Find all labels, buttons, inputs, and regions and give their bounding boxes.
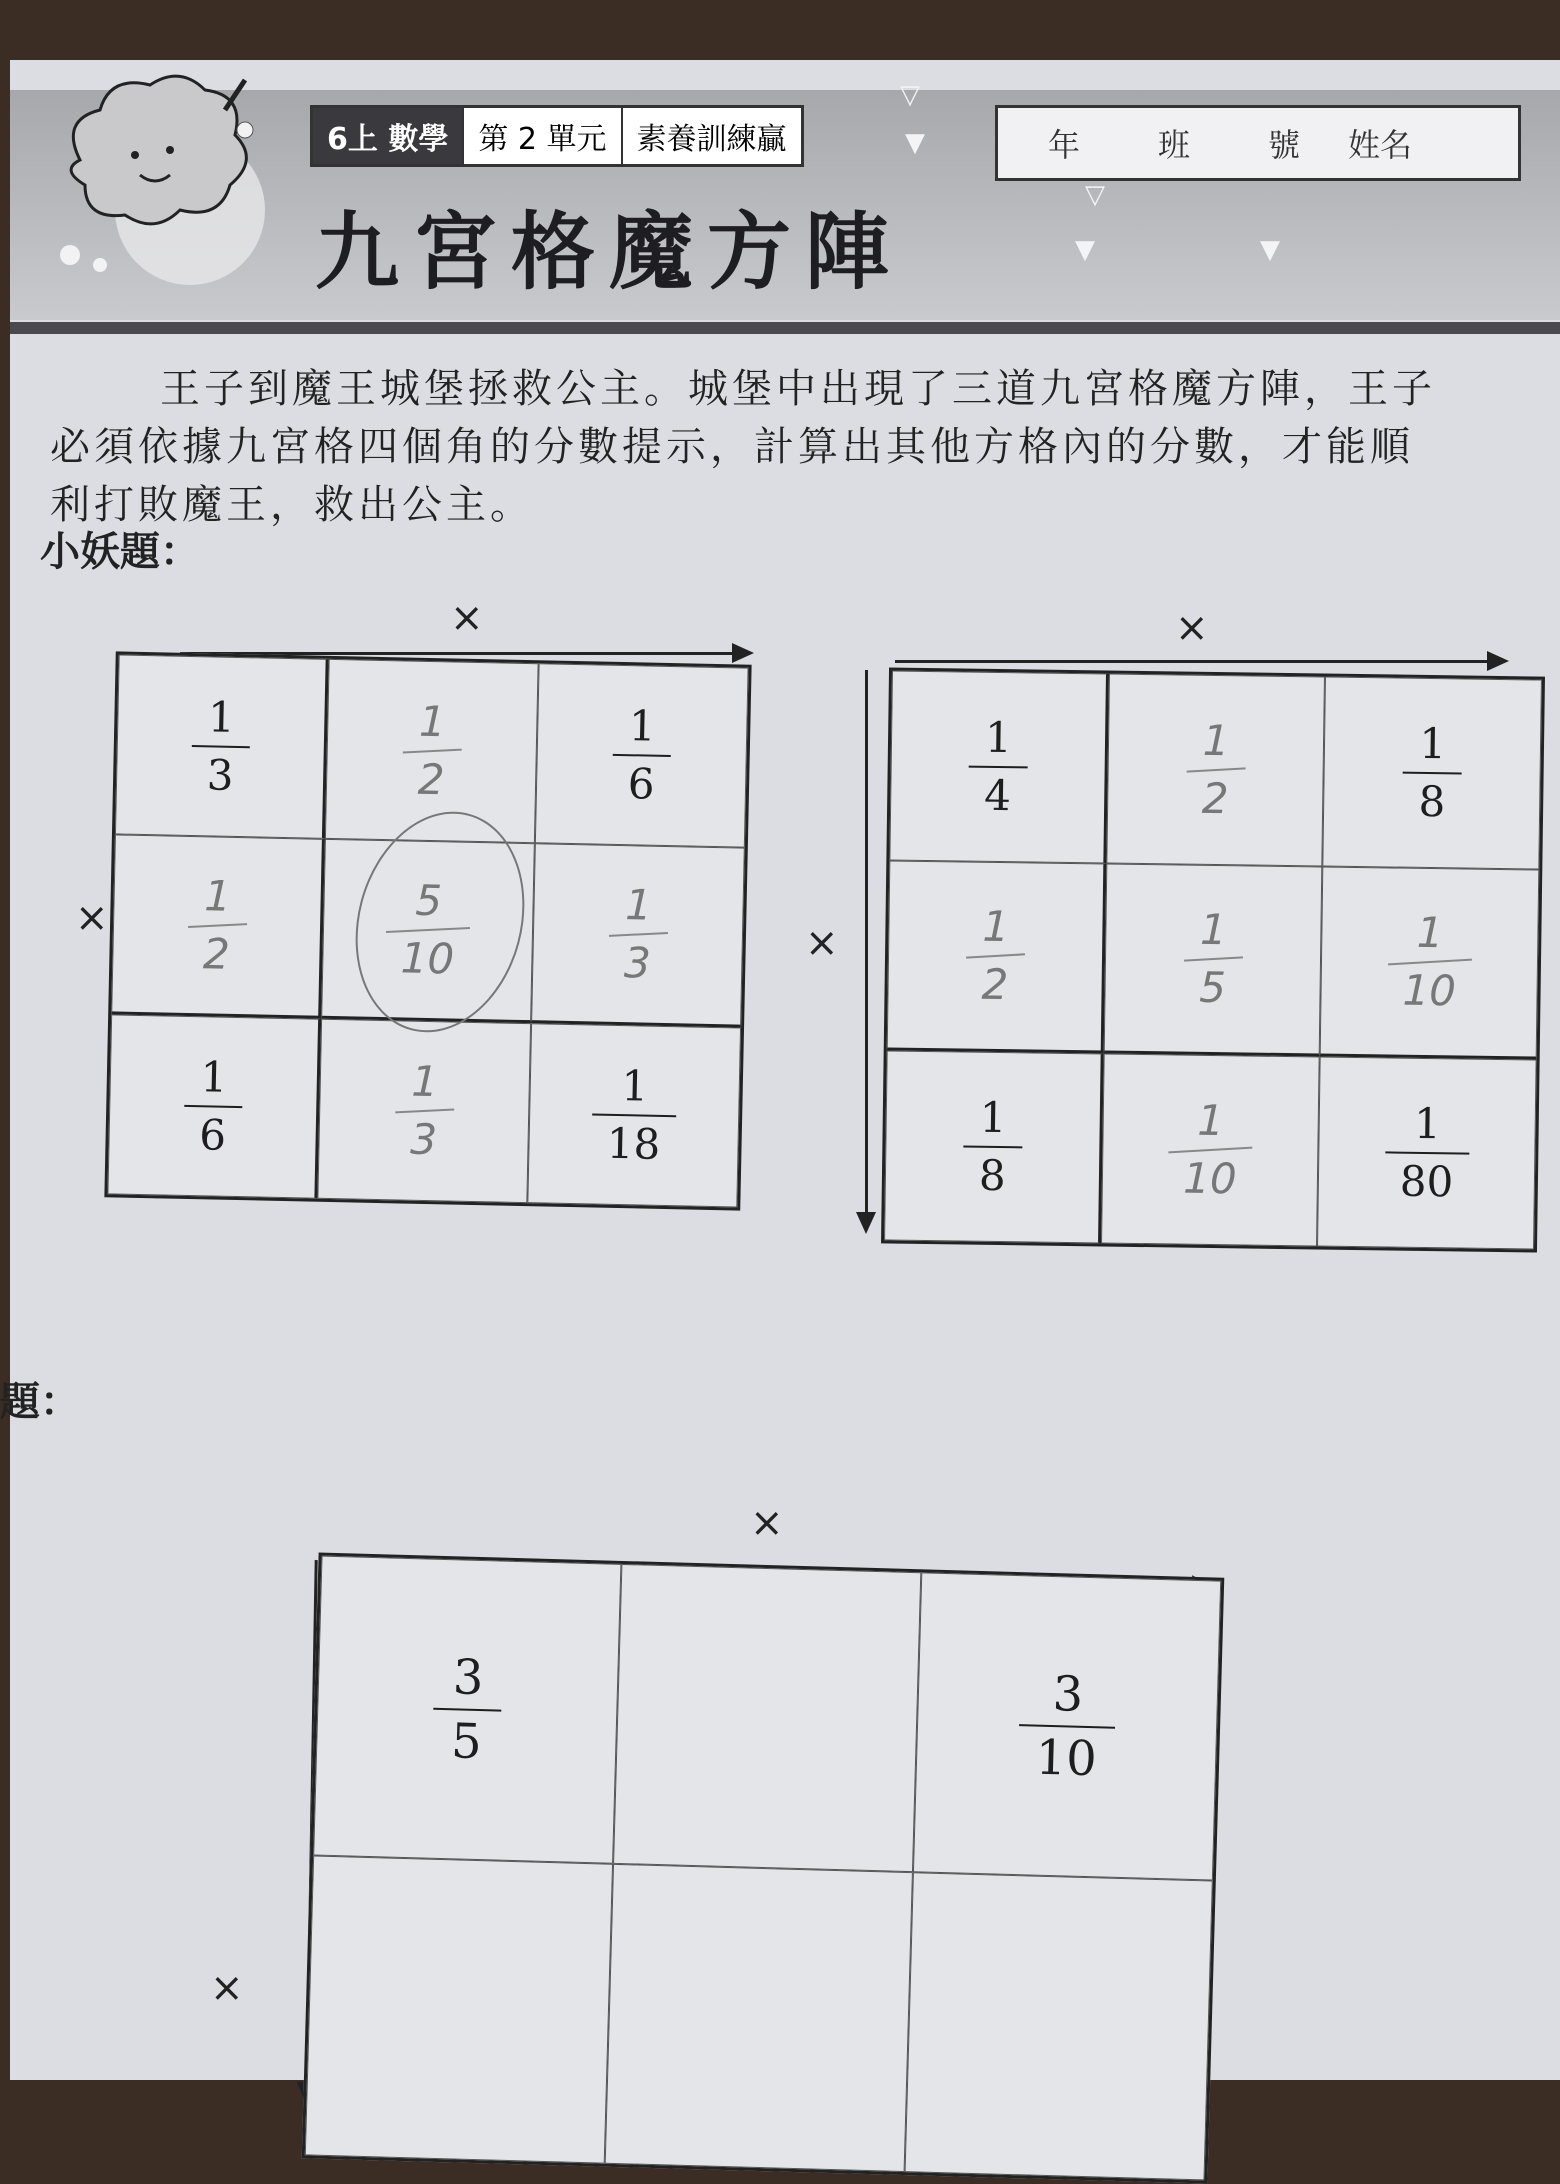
fraction <box>965 901 1025 1010</box>
fraction <box>963 1092 1023 1201</box>
fraction-denominator: 10 <box>1182 1153 1237 1204</box>
grid-cell <box>111 834 325 1018</box>
column-arrow <box>865 670 868 1230</box>
grid-cell <box>531 843 745 1027</box>
grid-cell <box>535 663 749 847</box>
grid-cell <box>1106 674 1325 867</box>
fraction-denominator: 6 <box>198 1110 227 1160</box>
fraction-bar <box>1385 1151 1469 1154</box>
fraction-bar <box>184 1105 243 1108</box>
triangle-decoration: ▼ <box>905 128 925 158</box>
fraction <box>1384 1098 1469 1207</box>
fraction <box>187 871 248 979</box>
fraction <box>968 712 1028 821</box>
fraction-bar <box>609 932 668 937</box>
fraction <box>1183 904 1243 1013</box>
intro-line: 利打敗魔王，救出公主。 <box>50 482 534 528</box>
fraction-numerator: 1 <box>203 871 232 921</box>
fraction-denominator: 10 <box>400 933 455 984</box>
fraction-denominator: 3 <box>623 938 652 988</box>
grid-cell <box>884 1050 1103 1243</box>
fraction-bar <box>612 754 671 757</box>
fraction-denominator: 2 <box>981 959 1009 1010</box>
series-tag: 素養訓練贏 <box>636 122 787 157</box>
grid-cell <box>317 1019 531 1203</box>
fraction-denominator: 2 <box>417 754 446 805</box>
section-heading-big: 題： <box>0 1378 80 1425</box>
fraction-denominator: 8 <box>978 1150 1006 1201</box>
fraction-bar <box>963 1146 1022 1149</box>
grid-cell <box>887 860 1106 1053</box>
fraction <box>183 1052 244 1160</box>
grid-cell <box>313 1556 621 1864</box>
fraction-numerator: 1 <box>410 1056 439 1107</box>
grid-cell[interactable] <box>605 1864 913 2172</box>
unit-tag-row <box>310 105 804 167</box>
grid-cell <box>889 670 1108 863</box>
fraction-bar <box>1403 772 1462 775</box>
grade-subject-tag: 6上 數學 <box>313 108 464 164</box>
worksheet-page <box>0 60 1560 2080</box>
grid-cell <box>115 654 329 838</box>
grid-cell <box>1103 863 1322 1056</box>
intro-paragraph <box>50 360 1530 534</box>
section-heading-small: 小妖題： <box>40 528 200 575</box>
row-arrow <box>895 660 1505 663</box>
intro-line: 必須依據九宮格四個角的分數提示，計算出其他方格內的分數，才能順 <box>50 424 1414 470</box>
grid-cell <box>1317 1057 1536 1250</box>
intro-line: 王子到魔王城堡拯救公主。城堡中出現了三道九宮格魔方陣，王子 <box>160 366 1436 412</box>
grid-cell <box>913 1572 1221 1880</box>
fraction <box>432 1648 502 1771</box>
multiply-sign-left: × <box>75 895 109 941</box>
multiply-sign-left: × <box>805 920 839 966</box>
worksheet-title: 九宮格魔方陣 <box>315 203 904 301</box>
fraction <box>401 696 462 805</box>
multiply-sign-left: × <box>210 1965 244 2011</box>
triangle-decoration: ▽ <box>1085 180 1105 210</box>
fraction-bar <box>592 1113 676 1117</box>
grid-cell <box>1101 1053 1320 1246</box>
fraction <box>1387 907 1472 1016</box>
fraction-numerator: 1 <box>1419 718 1447 769</box>
grid-cell <box>107 1014 321 1198</box>
fraction-numerator: 1 <box>620 1060 649 1111</box>
fraction-numerator: 1 <box>1413 1098 1442 1149</box>
fraction-numerator: 3 <box>452 1648 485 1706</box>
student-info-box <box>995 105 1521 181</box>
fraction-denominator: 5 <box>1198 962 1227 1013</box>
fraction-denominator: 5 <box>450 1713 483 1771</box>
fraction <box>1402 718 1462 827</box>
fraction-numerator: 1 <box>1416 907 1444 958</box>
triangle-decoration: ▽ <box>900 80 920 110</box>
fraction-numerator: 1 <box>982 901 1010 952</box>
fraction-denominator: 10 <box>1034 1729 1098 1788</box>
fraction-numerator: 1 <box>1199 904 1228 955</box>
fraction-bar <box>395 1109 454 1114</box>
fraction <box>190 692 251 800</box>
fraction-denominator: 2 <box>202 929 231 979</box>
fraction-denominator: 10 <box>1402 965 1457 1016</box>
fraction-numerator: 5 <box>414 875 443 926</box>
fraction <box>1017 1665 1116 1788</box>
fraction-bar <box>402 749 461 754</box>
fraction <box>1168 1095 1253 1204</box>
grid-cell[interactable] <box>905 1872 1213 2180</box>
fraction-denominator: 8 <box>1418 776 1446 827</box>
number-label: 號 <box>1268 126 1301 164</box>
grid-cell <box>1323 677 1542 870</box>
grid-cell <box>527 1023 741 1207</box>
fraction-numerator: 1 <box>200 1052 228 1102</box>
fraction-bar <box>188 923 247 928</box>
fraction-bar <box>191 745 250 748</box>
fraction-bar <box>1168 1147 1252 1154</box>
fraction-bar <box>434 1708 501 1712</box>
fraction-denominator: 80 <box>1399 1156 1454 1207</box>
class-label: 班 <box>1158 126 1191 164</box>
grid-cell[interactable] <box>305 1855 613 2163</box>
fraction-bar <box>1019 1724 1115 1729</box>
fraction-denominator: 3 <box>409 1114 438 1165</box>
fraction-denominator: 18 <box>606 1118 661 1169</box>
fraction-denominator: 3 <box>206 750 235 800</box>
fraction-numerator: 3 <box>1051 1665 1085 1723</box>
fraction-numerator: 1 <box>1197 1095 1225 1146</box>
cloud-character-illustration <box>40 70 290 290</box>
fraction-numerator: 1 <box>984 712 1013 763</box>
year-label: 年 <box>1048 126 1081 164</box>
fraction <box>608 880 669 988</box>
fraction-numerator: 1 <box>1202 715 1230 766</box>
fraction-bar <box>1186 767 1245 772</box>
multiply-sign-top: × <box>750 1500 784 1546</box>
fraction-bar <box>966 953 1025 958</box>
fraction-numerator: 1 <box>624 880 653 930</box>
unit-tag: 第 2 單元 <box>464 108 622 164</box>
fraction-numerator: 1 <box>207 692 236 742</box>
fraction-numerator: 1 <box>418 696 447 747</box>
grid-cell <box>1320 867 1539 1060</box>
triangle-decoration: ▼ <box>1260 235 1280 265</box>
fraction-numerator: 1 <box>979 1092 1007 1143</box>
fraction-numerator: 1 <box>628 701 657 751</box>
name-label: 姓名 <box>1348 126 1413 164</box>
grid-cell[interactable] <box>613 1564 921 1872</box>
magic-square-grid <box>881 667 1545 1252</box>
header-rule <box>10 322 1560 334</box>
fraction-denominator: 2 <box>1201 773 1229 824</box>
multiply-sign-top: × <box>1175 605 1209 651</box>
magic-square-grid <box>302 1552 1225 2183</box>
fraction-denominator: 6 <box>627 759 655 809</box>
fraction-bar <box>969 766 1028 769</box>
triangle-decoration: ▼ <box>1075 235 1095 265</box>
fraction-denominator: 4 <box>983 770 1012 821</box>
fraction <box>394 1056 455 1165</box>
fraction <box>1186 715 1246 824</box>
fraction <box>591 1060 677 1169</box>
fraction <box>611 701 672 809</box>
fraction-bar <box>1184 956 1243 961</box>
fraction-bar <box>1388 959 1472 966</box>
multiply-sign-top: × <box>450 595 484 641</box>
